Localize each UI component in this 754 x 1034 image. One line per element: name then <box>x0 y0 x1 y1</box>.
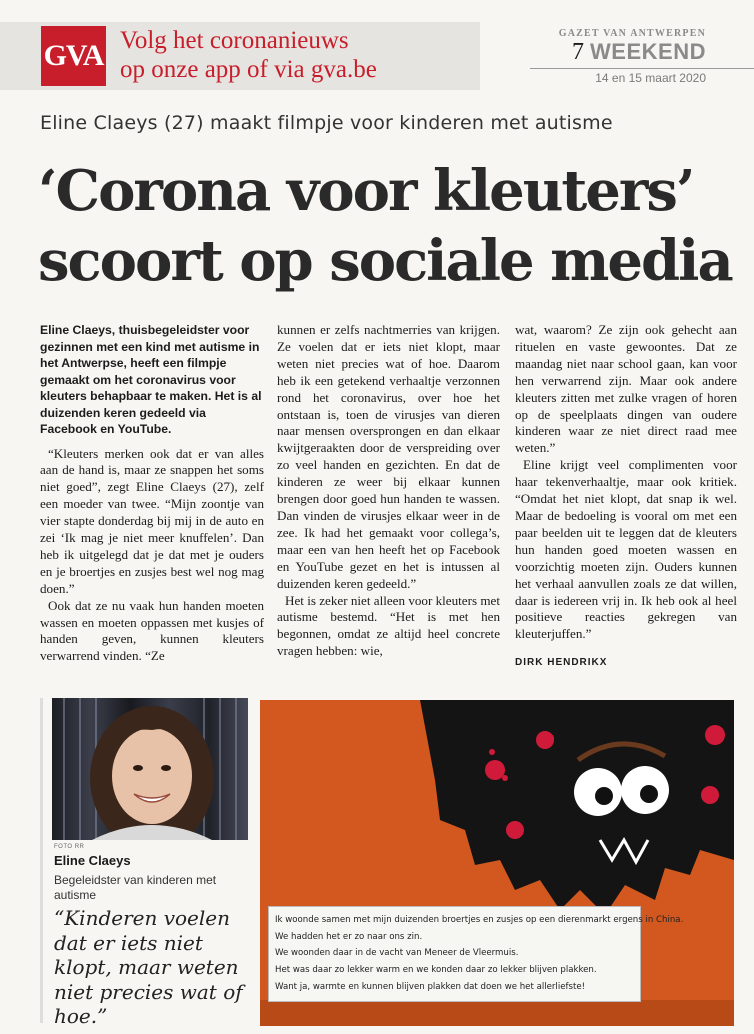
article-column-3 <box>515 322 737 672</box>
pull-quote: “Kinderen voelen dat er iets niet klopt, maar weten niet precies wat of hoe.” <box>54 906 243 1028</box>
photo-credit: FOTO RR <box>54 844 85 850</box>
body-paragraph: Ook dat ze nu vaak hun handen moeten wassen en moeten oppassen met kusjes of handen geven, kunnen kleuters verwarrend vinden. “Ze <box>40 597 264 664</box>
page-info <box>526 28 706 85</box>
paper-name: GAZET VAN ANTWERPEN <box>558 28 706 39</box>
byline: DIRK HENDRIKX <box>515 657 608 669</box>
article-kicker: Eline Claeys (27) maakt filmpje voor kinderen met autisme <box>40 112 613 134</box>
body-paragraph: Het is zeker niet alleen voor kleuters met autisme bestemd. “Het is met hen begonnen, omdat ze altijd heel concrete vragen hebben: wie, <box>277 592 500 659</box>
article-headline <box>38 156 750 296</box>
headline-line-1: ‘Corona voor kleuters’ <box>38 158 694 224</box>
headline-line-2: scoort op sociale media <box>38 228 732 294</box>
body-paragraph: kunnen er zelfs nachtmerries van krijgen. Ze voelen dat er iets niet klopt, maar weten niet precies wat of hoe. Daarom heb ik een getekend verhaaltje verzonnen rond het coronavirus, over hoe het ontstaan is, toen de virusjes van dieren naar mensen oversprongen en dan elkaar kwijtgeraakten door de verspreiding over zo veel handen en gezichten. En dat de kinderen ze weer bij elkaar kunnen brengen door goed hun handen te wassen. Dan vinden de virusjes elkaar weer in de zee. Ik had het gemaakt voor collega’s, maar een van hen heeft het op Facebook en YouTube gezet en het is intussen al duizenden keren gedeeld.” <box>277 322 500 591</box>
article-lead: Eline Claeys, thuisbegeleidster voor gezinnen met een kind met autisme in het Antwerpse, heeft een filmpje gemaakt om het coronavirus voor kleuters behapbaar te maken. Het is al duizenden keren gedeeld via Facebook en YouTube. <box>40 323 262 436</box>
article-column-1 <box>40 322 264 665</box>
gva-logo[interactable]: GVA <box>41 26 106 86</box>
story-line: We hadden het er zo naar ons zin. <box>275 931 423 942</box>
promo-line-1: Volg het coronanieuws <box>120 27 349 54</box>
body-paragraph: Eline krijgt veel complimenten voor haar tekenverhaaltje, maar ook kritiek. “Omdat het niet klopt, dat snap ik wel. Maar de bedoeling is vooral om met een paar beelden uit te leggen dat de kleuters hun handen goed moeten wassen en voorzichtig moeten zijn. Ouders kunnen het verhaal aanvullen zoals ze dat willen, daar is iedereen vrij in. Ik heb ook al heel positieve reacties gekregen van kleuterjuffen.” <box>515 457 737 642</box>
section-name: WEEKEND <box>590 39 706 64</box>
portrait-photo[interactable] <box>52 698 248 840</box>
caption-role: Begeleidster van kinderen met autisme <box>54 873 217 902</box>
body-paragraph: “Kleuters merken ook dat er van alles aan de hand is, maar ze snappen het soms niet goed”, zegt Eline Claeys (27), zelf een moeder van twee. “Mijn zoontje van vier stapte donderdag bij mij in de auto en zei ‘Ik mag je niet meer knuffelen’. Dan heb ik uitgelegd dat je dat met je ouders en je broertjes en zusjes best wel nog mag doen.” <box>40 445 264 596</box>
body-paragraph: wat, waarom? Ze zijn ook gehecht aan rituelen en vaste gewoontes. Dat ze maandag niet naar school gaan, kan voor hen verwarrend zijn. Maar ook andere kleuters zitten met zulke vragen of horen op de speelplaats dingen van oudere kinderen waar ze niet direct raad mee weten.” <box>515 322 737 456</box>
promo-line-2: op onze app of via gva.be <box>120 56 377 83</box>
issue-date: 14 en 15 maart 2020 <box>595 71 706 85</box>
sidebar-rule <box>40 698 43 1023</box>
story-line: Het was daar zo lekker warm en we konden daar zo lekker blijven plakken. <box>275 965 597 976</box>
page-number: 7 <box>572 39 585 65</box>
caption-name: Eline Claeys <box>54 853 131 868</box>
promo-text[interactable] <box>120 26 480 84</box>
story-text-card <box>268 906 684 1002</box>
masthead <box>0 0 754 100</box>
portrait-illustration <box>52 698 248 840</box>
story-line: Want ja, warmte en kunnen blijven plakken dat doen we het allerliefste! <box>275 981 586 992</box>
article-column-2 <box>277 322 500 660</box>
story-line: We woonden daar in de vacht van Meneer de Vleermuis. <box>275 948 519 959</box>
date-divider <box>530 68 754 69</box>
story-line: Ik woonde samen met mijn duizenden broertjes en zusjes op een dierenmarkt ergens in China. <box>275 915 684 925</box>
section-line <box>526 39 706 66</box>
